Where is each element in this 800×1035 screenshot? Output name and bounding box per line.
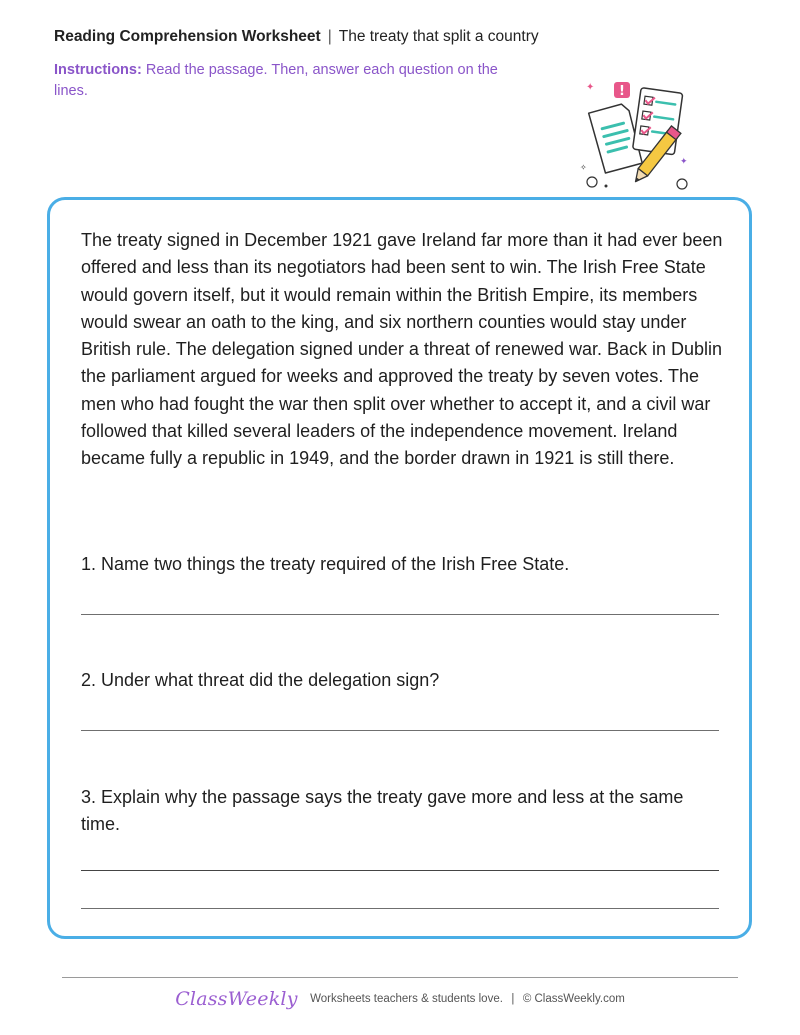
svg-text:✦: ✦ <box>586 82 595 93</box>
svg-text:✦: ✦ <box>680 156 688 166</box>
footer-copyright: © ClassWeekly.com <box>522 993 625 1005</box>
footer-tagline: Worksheets teachers & students love. <box>310 993 503 1005</box>
instructions-label: Instructions: <box>54 62 142 78</box>
worksheet-subtitle: The treaty that split a country <box>338 28 539 45</box>
worksheet-header <box>54 28 539 46</box>
question-2: 2. Under what threat did the delegation sign? <box>81 670 440 690</box>
worksheet-title: Reading Comprehension Worksheet <box>54 28 321 45</box>
footer-separator: | <box>511 993 515 1005</box>
answer-line-3b[interactable] <box>81 908 719 909</box>
header-separator: | <box>327 28 332 45</box>
instructions-text: Read the passage. Then, answer each question on the lines. <box>54 62 498 99</box>
svg-text:!: ! <box>619 84 625 99</box>
footer-divider <box>62 977 738 978</box>
answer-line-1[interactable] <box>81 614 719 615</box>
instructions <box>54 60 514 102</box>
answer-line-3a[interactable] <box>81 870 719 871</box>
reading-passage: The treaty signed in December 1921 gave Ireland far more than it had ever been offered and less than its negotiators had been sent to win. The Irish Free State would govern itself, but it would remain within the British Empire, its members would swear an oath to the king, and six northern counties would stay under British rule. The delegation signed under a threat of renewed war. Back in Dublin the parliament argued for weeks and approved the treaty by seven votes. The men who had fought the war then split over whether to accept it, and a civil war followed that killed several leaders of the independence movement. Ireland became fully a republic in 1949, and the border drawn in 1921 is still there. <box>81 230 723 469</box>
footer <box>0 988 800 1010</box>
worksheet-checklist-pencil-icon <box>576 76 696 196</box>
answer-line-2[interactable] <box>81 730 719 731</box>
svg-text:✧: ✧ <box>580 163 587 172</box>
question-1: 1. Name two things the treaty required of the Irish Free State. <box>81 554 570 574</box>
question-3: 3. Explain why the passage says the treaty gave more and less at the same time. <box>81 787 684 834</box>
brand-logo: ClassWeekly <box>175 988 298 1010</box>
